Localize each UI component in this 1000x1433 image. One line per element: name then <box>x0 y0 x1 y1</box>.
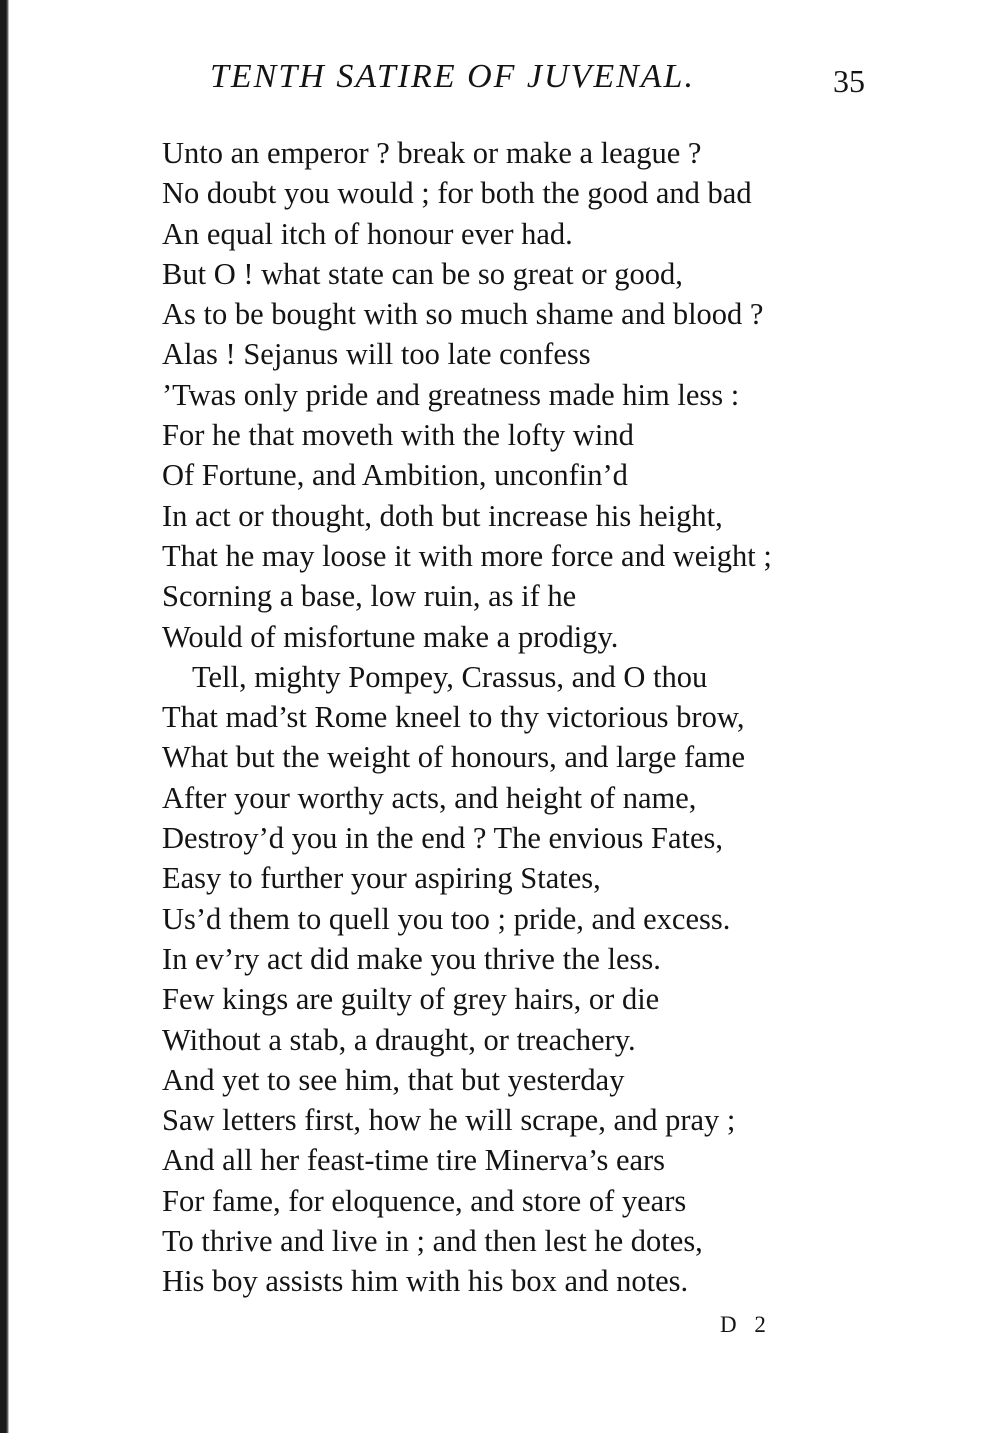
poem-line: And yet to see him, that but yesterday <box>162 1062 625 1097</box>
poem-line: To thrive and live in ; and then lest he dotes, <box>162 1224 703 1259</box>
poem-line: Few kings are guilty of grey hairs, or die <box>162 982 660 1017</box>
poem-line: Destroy’d you in the end ? The envious Fates, <box>162 821 724 856</box>
poem-line: Without a stab, a draught, or treachery. <box>162 1022 636 1057</box>
poem-line: ’Twas only pride and greatness made him less : <box>162 377 740 412</box>
running-title: TENTH SATIRE OF JUVENAL. <box>210 58 695 95</box>
poem-line: Unto an emperor ? break or make a league ? <box>162 136 702 170</box>
poem-line: After your worthy acts, and height of name, <box>162 780 697 815</box>
signature-mark: D 2 <box>720 1312 772 1337</box>
poem-line: Saw letters first, how he will scrape, and pray ; <box>162 1103 736 1138</box>
poem-line: His boy assists him with his box and notes. <box>162 1264 689 1299</box>
poem-text <box>162 133 882 1302</box>
page-binding-edge <box>0 0 9 1433</box>
poem-line: That mad’st Rome kneel to thy victorious brow, <box>162 700 745 735</box>
page-number: 35 <box>833 63 865 99</box>
poem-line: But O ! what state can be so great or good, <box>162 256 683 291</box>
poem-line: Would of misfortune make a prodigy. <box>162 619 619 654</box>
poem-line: An equal itch of honour ever had. <box>162 216 573 251</box>
poem-line: That he may loose it with more force and weight ; <box>162 538 772 573</box>
poem-line: As to be bought with so much shame and blood ? <box>162 297 764 332</box>
poem-line: And all her feast-time tire Minerva’s ears <box>162 1143 666 1178</box>
poem-line: For he that moveth with the lofty wind <box>162 418 634 453</box>
poem-line: In ev’ry act did make you thrive the less. <box>162 941 661 976</box>
poem-line-indented: Tell, mighty Pompey, Crassus, and O thou <box>192 659 708 694</box>
poem-line: Of Fortune, and Ambition, unconfin’d <box>162 458 628 493</box>
poem-line: Alas ! Sejanus will too late confess <box>162 337 591 372</box>
poem-line: In act or thought, doth but increase his height, <box>162 498 723 533</box>
poem-line: Easy to further your aspiring States, <box>162 861 601 896</box>
poem-line: For fame, for eloquence, and store of years <box>162 1183 687 1218</box>
poem-line: Us’d them to quell you too ; pride, and excess. <box>162 901 731 936</box>
poem-line: No doubt you would ; for both the good and bad <box>162 176 752 211</box>
poem-line: Scorning a base, low ruin, as if he <box>162 579 577 614</box>
poem-line: What but the weight of honours, and large fame <box>162 740 745 775</box>
